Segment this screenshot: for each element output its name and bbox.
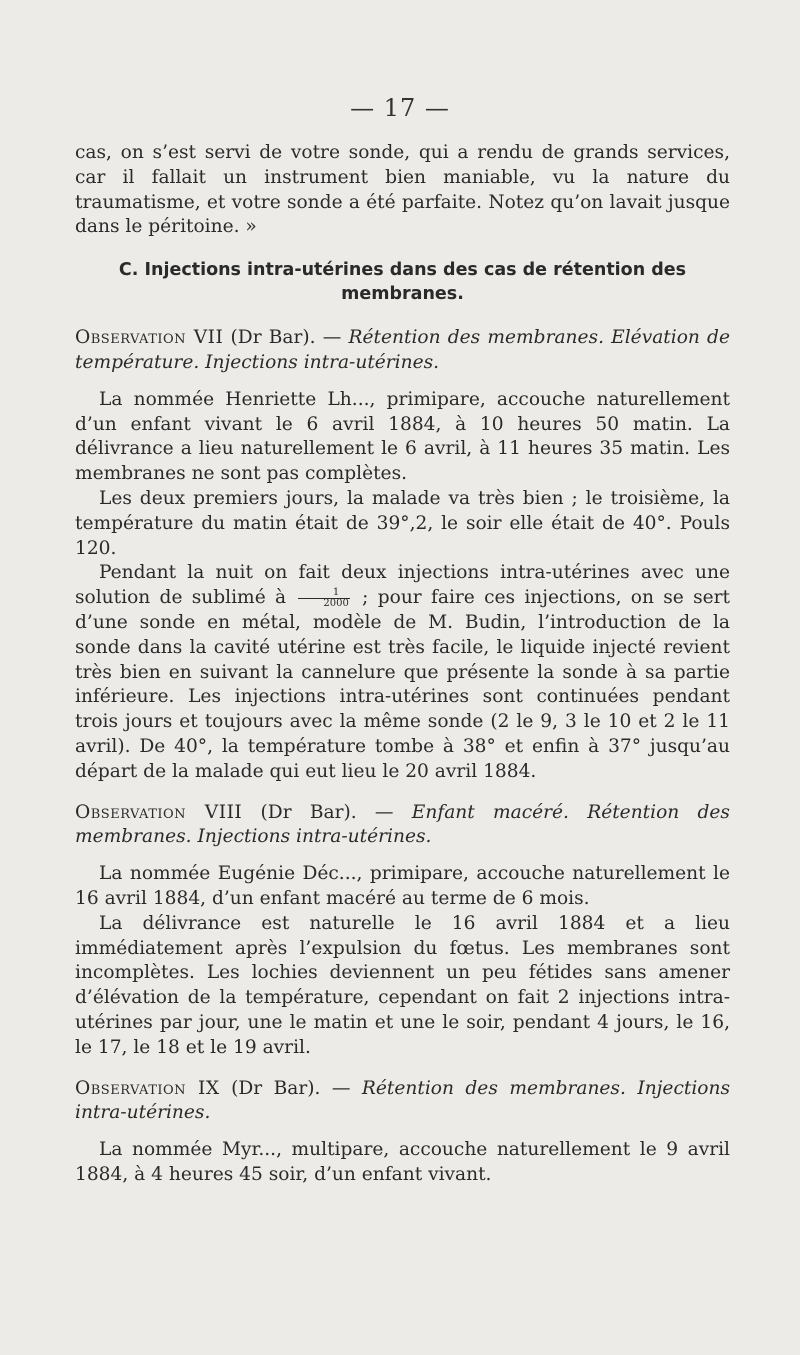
observation-9-label: Observation IX (75, 1077, 220, 1099)
observation-7-paragraph-3-end: ; pour faire ces injections, on se sert d’une sonde en métal, modèle de M. Budin, l’introduction de la sonde dans la cavité utérine est très facile, le liquide injecté revient très bien en suivant la cannelure que présente la sonde à sa partie inférieure. Les injections intra-utérines sont continuées pendant trois jours et toujours avec la même sonde (2 le 9, 3 le 10 et 2 le 11 avril). De 40°, la température tombe à 38° et enfin à 37° jusqu’au départ de la malade qui eut lieu le 20 avril 1884. (75, 587, 730, 782)
observation-7-paragraph-2: Les deux premiers jours, la malade va très bien ; le troisième, la température du matin était de 39°,2, le soir elle était de 40°. Pouls 120. (75, 487, 730, 559)
page-number: — 17 — (350, 94, 450, 122)
observation-7-label: Observation VII (75, 327, 224, 349)
observation-8-doctor: (Dr Bar). — (260, 801, 394, 823)
observation-9-title: Rétention des membranes. Injections intra-utérines. (75, 1077, 730, 1124)
observation-7-paragraph-3 (75, 561, 730, 784)
observation-8-heading (75, 801, 730, 851)
fraction (298, 588, 349, 609)
observation-8-title: Enfant macéré. Rétention des membranes. Injections intra-utérines. (75, 801, 730, 848)
page-content (75, 141, 730, 1188)
observation-7-paragraph-1: La nommée Henriette Lh..., primipare, accouche naturellement d’un enfant vivant le 6 avril 1884, à 10 heures 50 matin. La délivrance a lieu naturellement le 6 avril, à 11 heures 35 matin. Les membranes ne sont pas complètes. (75, 388, 730, 485)
observation-8-label: Observation VIII (75, 801, 243, 823)
fraction-denominator: 2000 (323, 597, 349, 609)
observation-7-title: Rétention des membranes. Elévation de température. Injections intra-utérines. (75, 327, 730, 373)
observation-9-doctor: (Dr Bar). — (231, 1077, 351, 1099)
observation-9-heading (75, 1077, 730, 1127)
section-title: C. Injections intra-utérines dans des cas de rétention des membranes. (118, 260, 687, 305)
observation-7-heading (75, 326, 730, 376)
observation-7-doctor: (Dr Bar). — (230, 327, 342, 349)
observation-9-paragraph-1: La nommée Myr..., multipare, accouche naturellement le 9 avril 1884, à 4 heures 45 soir, d’un enfant vivant. (75, 1139, 730, 1185)
observation-7-paragraph-3-start: Pendant la nuit on fait deux injections intra-utérines avec une solution de sublimé à (75, 562, 730, 609)
observation-8-paragraph-1: La nommée Eugénie Déc..., primipare, accouche naturellement le 16 avril 1884, d’un enfant macéré au terme de 6 mois. (75, 863, 730, 909)
observation-8-paragraph-2: La délivrance est naturelle le 16 avril 1884 et a lieu immédiatement après l’expulsion du fœtus. Les membranes sont incomplètes. Les lochies deviennent un peu fétides sans amener d’élévation de la température, cependant on fait 2 injections intra-utérines par jour, une le matin et une le soir, pendant 4 jours, le 16, le 17, le 18 et le 19 avril. (75, 912, 730, 1058)
fraction-numerator: 1 (298, 588, 349, 599)
intro-paragraph: cas, on s’est servi de votre sonde, qui a rendu de grands services, car il fallait un instrument bien maniable, vu la nature du traumatisme, et votre sonde a été parfaite. Notez qu’on lavait jusque dans le péritoine. » (75, 142, 730, 238)
